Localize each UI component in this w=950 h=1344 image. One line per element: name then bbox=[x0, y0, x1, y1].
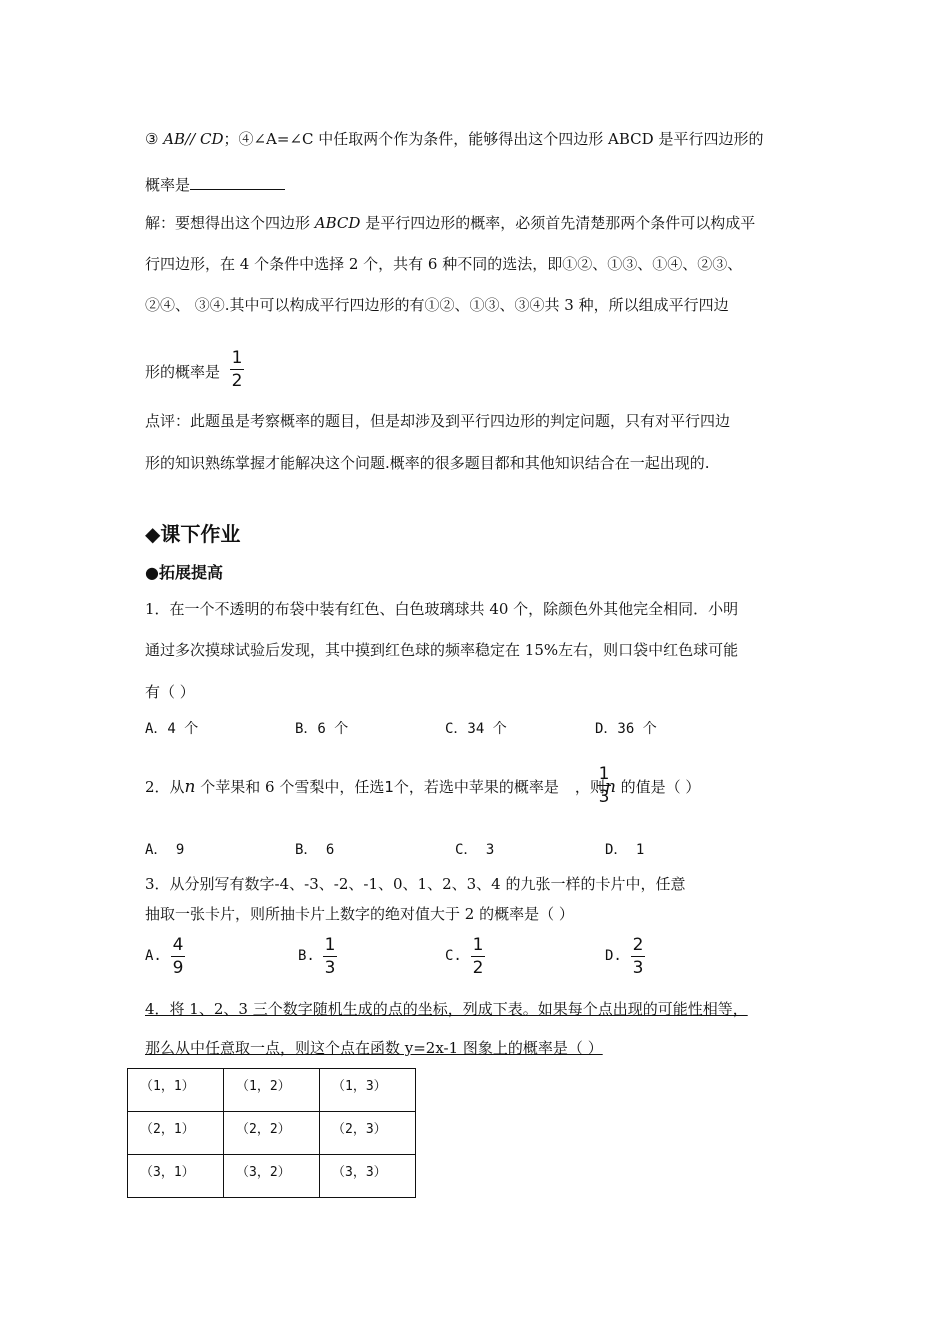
q2-text-end: 的值是（ ） bbox=[615, 778, 701, 796]
fraction-numerator: 2 bbox=[632, 935, 644, 955]
section-subtitle: ●拓展提高 bbox=[145, 563, 223, 582]
q3-option-a-label: A. bbox=[145, 948, 162, 964]
table-cell: （1，1） bbox=[128, 1069, 224, 1112]
comment-line-1: 点评：此题虽是考察概率的题目，但是却涉及到平行四边形的判定问题，只有对平行四边 bbox=[145, 412, 731, 430]
q2-option-a: A． 9 bbox=[145, 842, 185, 858]
solution-line-1 bbox=[145, 212, 755, 233]
q3-option-c-fraction bbox=[471, 935, 485, 978]
solution-line-2: 行四边形，在 4 个条件中选择 2 个，共有 6 种不同的选法，即①②、①③、①④、②③、 bbox=[145, 255, 743, 273]
table-cell: （2，1） bbox=[128, 1112, 224, 1155]
q4-line-1: 4．将 1、2、3 三个数字随机生成的点的坐标，列成下表。如果每个点出现的可能性相等， bbox=[145, 1000, 748, 1018]
table-cell: （1，2） bbox=[224, 1069, 320, 1112]
variable-n: n bbox=[604, 777, 616, 797]
table-row bbox=[128, 1155, 416, 1198]
variable-n: n bbox=[184, 777, 196, 797]
fraction-one-half bbox=[230, 348, 244, 391]
q2-line bbox=[145, 776, 700, 797]
table-cell: （3，1） bbox=[128, 1155, 224, 1198]
q1-line-1: 1．在一个不透明的布袋中装有红色、白色玻璃球共 40 个，除颜色外其他完全相同．小明 bbox=[145, 600, 739, 618]
q1-option-c: C．34 个 bbox=[445, 721, 507, 737]
q4-line-2: 那么从中任意取一点，则这个点在函数 y=2x-1 图象上的概率是（ ） bbox=[145, 1039, 603, 1057]
q3-option-d-fraction bbox=[631, 935, 645, 978]
fraction-numerator: 1 bbox=[324, 935, 336, 955]
q1-option-a: A．4 个 bbox=[145, 721, 199, 737]
q1-line-2: 通过多次摸球试验后发现，其中摸到红色球的频率稳定在 15%左右，则口袋中红色球可能 bbox=[145, 641, 739, 659]
fraction-denominator: 3 bbox=[598, 787, 610, 807]
fraction-bar bbox=[471, 956, 485, 957]
fraction-numerator: 1 bbox=[472, 935, 484, 955]
fraction-bar bbox=[171, 956, 185, 957]
q3-option-a-fraction bbox=[171, 935, 185, 978]
segment-ab: AB bbox=[163, 130, 186, 148]
table-cell: （3，2） bbox=[224, 1155, 320, 1198]
q3-option-b-fraction bbox=[323, 935, 337, 978]
section-title: ◆课下作业 bbox=[145, 522, 241, 546]
condition-text-rest: ；④∠A=∠C 中任取两个作为条件，能够得出这个四边形 ABCD 是平行四边形的 bbox=[223, 130, 764, 148]
parallel-sign: // bbox=[185, 130, 200, 148]
q3-option-b-label: B. bbox=[298, 948, 315, 964]
quad-abcd: ABCD bbox=[314, 214, 361, 232]
fraction-bar bbox=[230, 369, 244, 370]
q3-option-c-label: C. bbox=[445, 948, 462, 964]
table-cell: （2，2） bbox=[224, 1112, 320, 1155]
table-cell: （1，3） bbox=[320, 1069, 416, 1112]
solution-line-3: ②④、 ③④.其中可以构成平行四边形的有①②、①③、③④共 3 种，所以组成平行四边 bbox=[145, 296, 729, 314]
q2-text: 2．从 bbox=[145, 778, 185, 796]
coordinate-table bbox=[127, 1068, 416, 1198]
fraction-bar bbox=[631, 956, 645, 957]
table-cell: （3，3） bbox=[320, 1155, 416, 1198]
q2-option-c: C． 3 bbox=[455, 842, 495, 858]
fraction-numerator: 4 bbox=[172, 935, 184, 955]
fraction-numerator: 1 bbox=[598, 764, 610, 784]
q2-text-post: ，则 bbox=[574, 778, 605, 796]
q2-text-mid: 个苹果和 6 个雪梨中，任选 bbox=[195, 778, 385, 796]
fraction-denominator: 9 bbox=[172, 958, 184, 978]
question-text: 概率是 bbox=[145, 176, 191, 194]
fraction-denominator: 2 bbox=[472, 958, 484, 978]
comment-line-2: 形的知识熟练掌握才能解决这个问题.概率的很多题目都和其他知识结合在一起出现的. bbox=[145, 454, 710, 472]
example-question-line bbox=[145, 174, 285, 195]
q1-option-d: D．36 个 bbox=[595, 721, 657, 737]
solution-line-4: 形的概率是 bbox=[145, 363, 221, 381]
fraction-one-third bbox=[597, 764, 611, 807]
table-row bbox=[128, 1112, 416, 1155]
solution-text-rest: 是平行四边形的概率，必须首先清楚那两个条件可以构成平 bbox=[360, 214, 756, 232]
fraction-bar bbox=[597, 785, 611, 786]
fraction-bar bbox=[323, 956, 337, 957]
q2-option-d: D． 1 bbox=[605, 842, 645, 858]
q3-line-2: 抽取一张卡片，则所抽卡片上数字的绝对值大于 2 的概率是（ ） bbox=[145, 905, 574, 923]
segment-cd: CD bbox=[199, 130, 224, 148]
fraction-denominator: 3 bbox=[632, 958, 644, 978]
q3-option-d-label: D. bbox=[605, 948, 622, 964]
q1-line-3: 有（ ） bbox=[145, 683, 195, 701]
table-row bbox=[128, 1069, 416, 1112]
q1-option-b: B．6 个 bbox=[295, 721, 349, 737]
answer-blank bbox=[190, 175, 285, 190]
fraction-denominator: 3 bbox=[324, 958, 336, 978]
q2-text-mid2: 个，若选中苹果的概率是 bbox=[393, 778, 559, 796]
fraction-numerator: 1 bbox=[231, 348, 243, 368]
table-cell: （2，3） bbox=[320, 1112, 416, 1155]
q3-line-1: 3．从分别写有数字-4、-3、-2、-1、0、1、2、3、4 的九张一样的卡片中，任意 bbox=[145, 875, 686, 893]
q2-option-b: B． 6 bbox=[295, 842, 335, 858]
fraction-denominator: 2 bbox=[231, 371, 243, 391]
condition-text: ③ bbox=[145, 130, 164, 148]
solution-text: 解：要想得出这个四边形 bbox=[145, 214, 315, 232]
number-one: 1 bbox=[384, 778, 394, 796]
example-condition-line bbox=[145, 128, 763, 149]
